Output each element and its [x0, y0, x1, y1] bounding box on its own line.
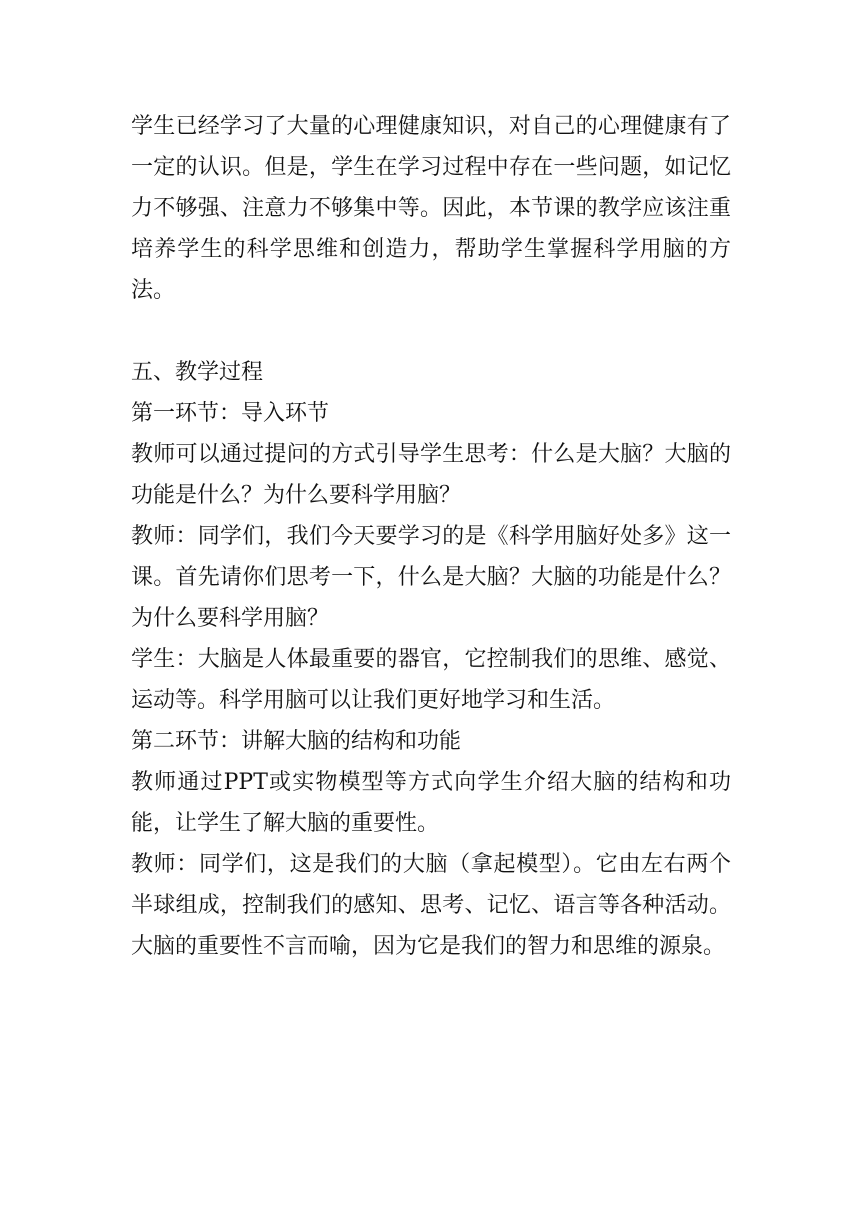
paragraph-student-analysis: 学生已经学习了大量的心理健康知识，对自己的心理健康有了一定的认识。但是，学生在学习过程中存在一些问题，如记忆力不够强、注意力不够集中等。因此，本节课的教学应该注重培养学生的科学思维和创造力，帮助学生掌握科学用脑的方法。: [131, 114, 731, 303]
paragraph-stage1-intro: 教师可以通过提问的方式引导学生思考：什么是大脑？大脑的功能是什么？为什么要科学用脑？: [131, 442, 731, 508]
stage-heading-1: 第一环节：导入环节: [131, 401, 330, 426]
paragraph-stage2-intro: 教师通过PPT或实物模型等方式向学生介绍大脑的结构和功能，让学生了解大脑的重要性。: [131, 770, 731, 836]
paragraph-teacher-dialogue-2: 教师：同学们，这是我们的大脑（拿起模型）。它由左右两个半球组成，控制我们的感知、思考、记忆、语言等各种活动。大脑的重要性不言而喻，因为它是我们的智力和思维的源泉。: [131, 852, 731, 959]
paragraph-spacer: [131, 311, 731, 352]
section-heading-teaching-process: 五、教学过程: [131, 360, 264, 385]
paragraph-student-dialogue: 学生：大脑是人体最重要的器官，它控制我们的思维、感觉、运动等。科学用脑可以让我们更好地学习和生活。: [131, 647, 731, 713]
paragraph-teacher-dialogue-1: 教师：同学们，我们今天要学习的是《科学用脑好处多》这一课。首先请你们思考一下，什么是大脑？大脑的功能是什么？为什么要科学用脑？: [131, 524, 731, 631]
stage-heading-2: 第二环节：讲解大脑的结构和功能: [131, 729, 462, 754]
document-page: [131, 106, 731, 967]
